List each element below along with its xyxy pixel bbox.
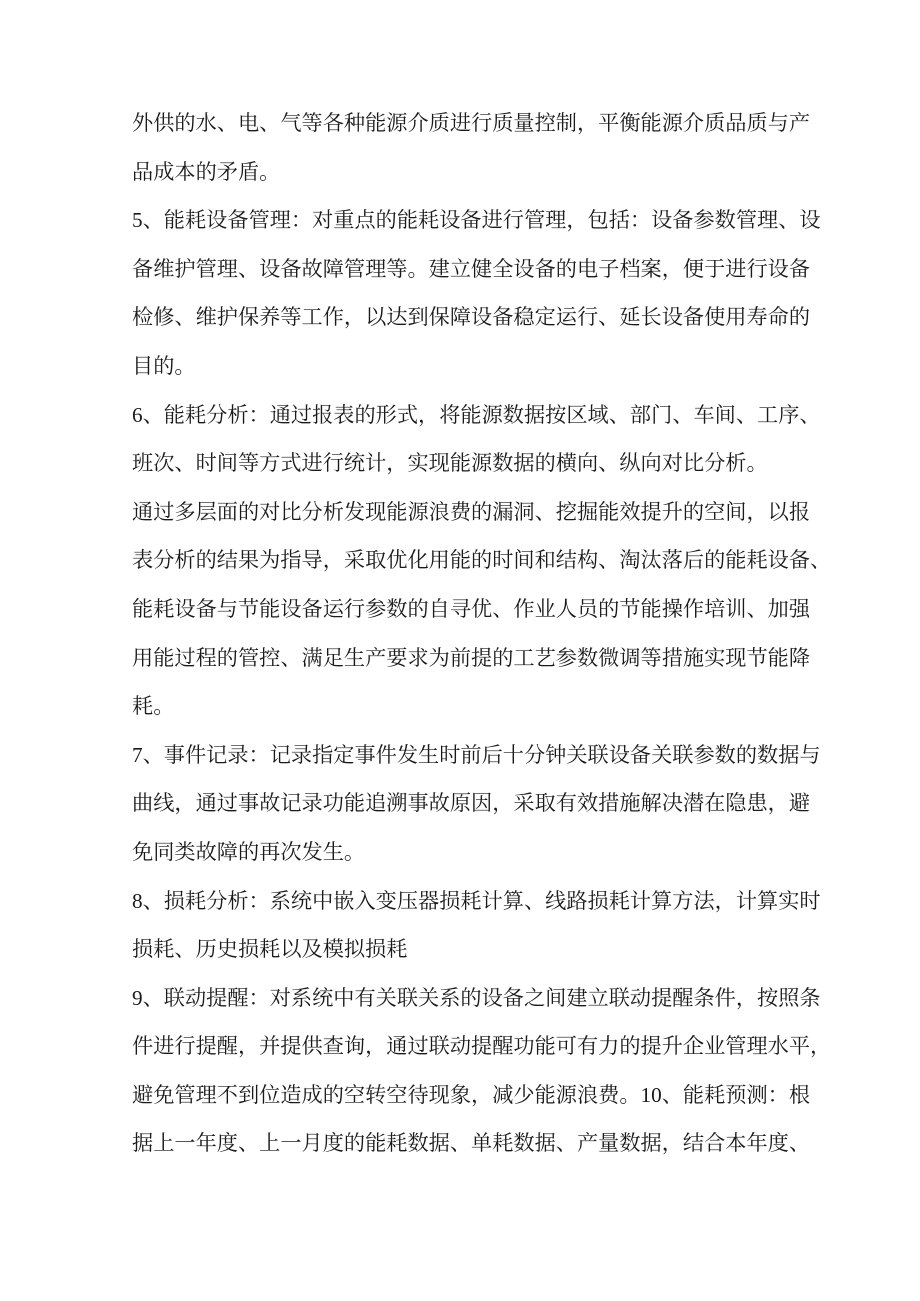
text-line: 用能过程的管控、满足生产要求为前提的工艺参数微调等措施实现节能降 (132, 645, 811, 670)
text-line: 件进行提醒，并提供查询，通过联动提醒功能可有力的提升企业管理水平， (132, 1034, 832, 1059)
text-line: 表分析的结果为指导，采取优化用能的时间和结构、淘汰落后的能耗设备、 (132, 548, 832, 573)
text-line: 检修、维护保养等工作，以达到保障设备稳定运行、延长设备使用寿命的 (132, 305, 811, 330)
text-line: 6、能耗分析：通过报表的形式，将能源数据按区域、部门、车间、工序、 (132, 402, 821, 427)
text-line: 9、联动提醒：对系统中有关联关系的设备之间建立联动提醒条件，按照条 (132, 985, 821, 1010)
text-line: 耗。 (132, 694, 175, 719)
text-line: 备维护管理、设备故障管理等。建立健全设备的电子档案，便于进行设备 (132, 256, 811, 281)
text-line: 目的。 (132, 353, 196, 378)
document-body-text (132, 99, 832, 1168)
text-line: 免同类故障的再次发生。 (132, 839, 366, 864)
text-line: 班次、时间等方式进行统计，实现能源数据的横向、纵向对比分析。 (132, 451, 768, 476)
text-line: 损耗、历史损耗以及模拟损耗 (132, 937, 408, 962)
text-line: 7、事件记录：记录指定事件发生时前后十分钟关联设备关联参数的数据与 (132, 742, 821, 767)
text-line: 能耗设备与节能设备运行参数的自寻优、作业人员的节能操作培训、加强 (132, 596, 811, 621)
text-line: 通过多层面的对比分析发现能源浪费的漏洞、挖掘能效提升的空间，以报 (132, 499, 811, 524)
text-line: 据上一年度、上一月度的能耗数据、单耗数据、产量数据，结合本年度、 (132, 1131, 811, 1156)
text-line: 8、损耗分析：系统中嵌入变压器损耗计算、线路损耗计算方法，计算实时 (132, 888, 821, 913)
text-line: 外供的水、电、气等各种能源介质进行质量控制，平衡能源介质品质与产 (132, 111, 811, 135)
text-line: 避免管理不到位造成的空转空待现象，减少能源浪费。10、能耗预测：根 (132, 1082, 811, 1107)
text-line: 曲线，通过事故记录功能追溯事故原因，采取有效措施解决潜在隐患，避 (132, 791, 811, 816)
text-line: 5、能耗设备管理：对重点的能耗设备进行管理，包括：设备参数管理、设 (132, 208, 821, 233)
text-line: 品成本的矛盾。 (132, 159, 281, 184)
